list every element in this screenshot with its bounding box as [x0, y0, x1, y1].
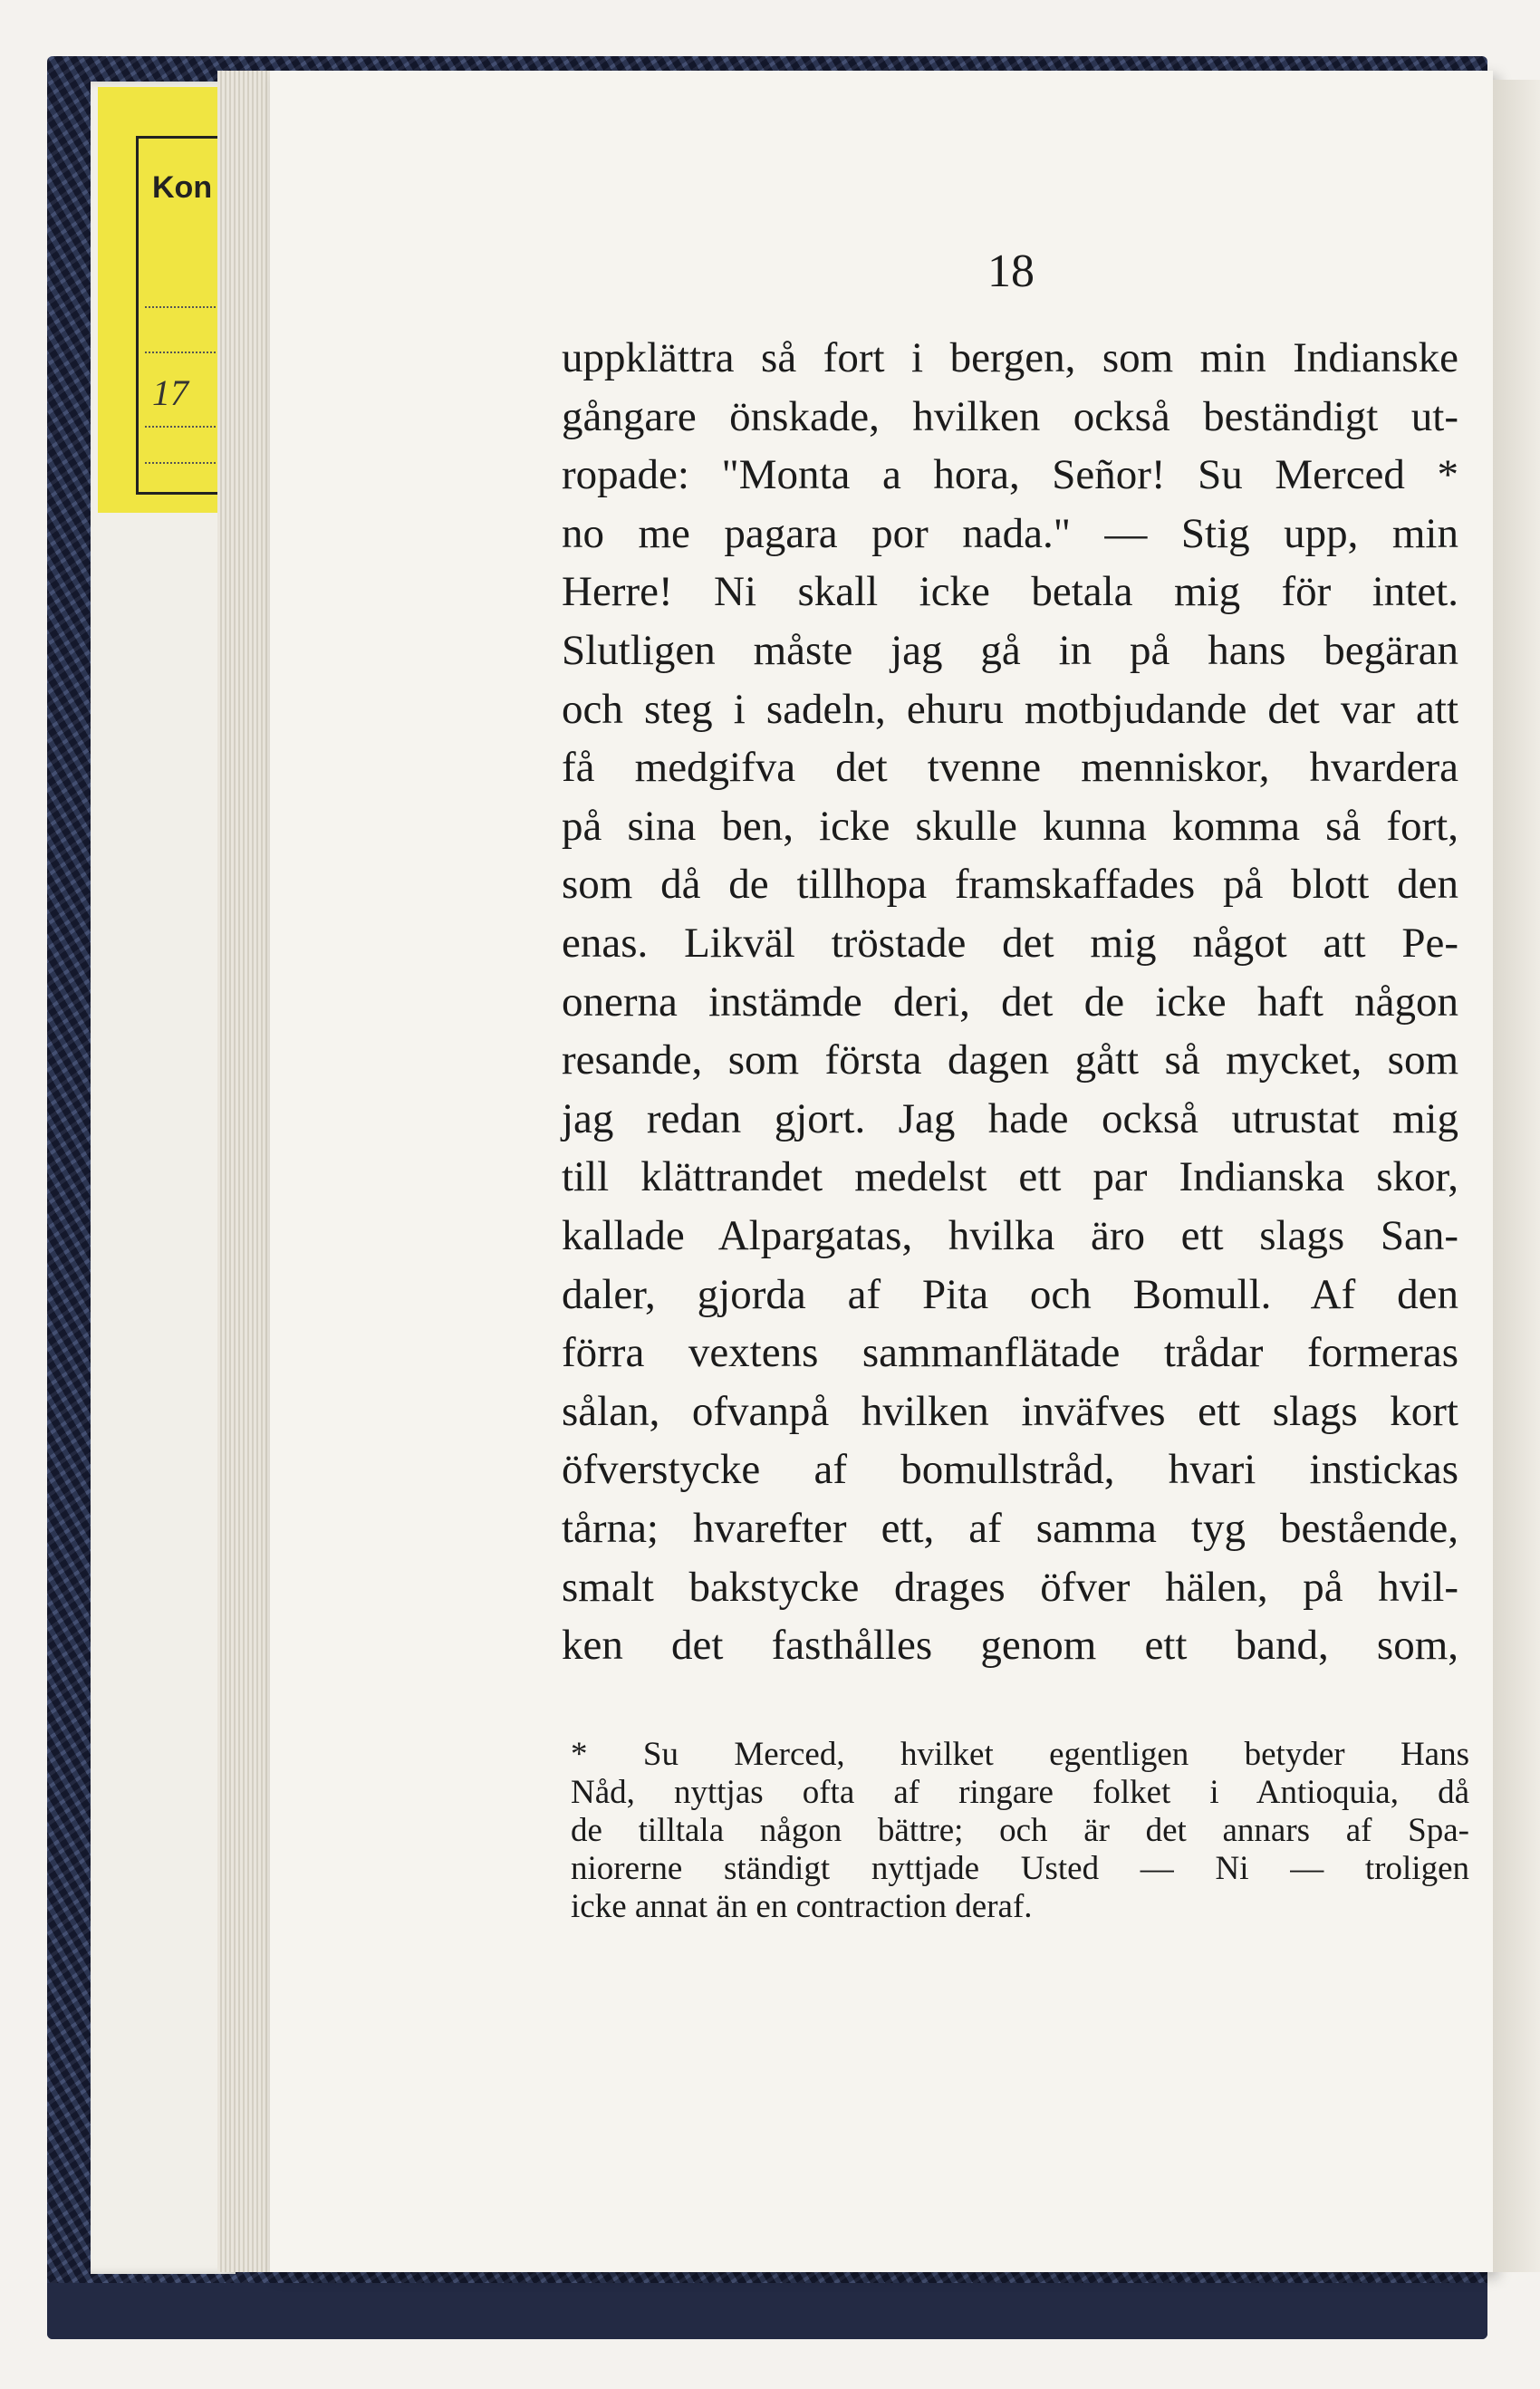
text-line: förra vextens sammanflätade trådar formeras	[562, 1329, 1458, 1377]
text-line: ken det fasthålles genom ett band, som,	[562, 1622, 1458, 1670]
text-line: resande, som första dagen gått så mycket, som	[562, 1036, 1458, 1084]
text-line: enas. Likväl tröstade det mig något att Pe-	[562, 920, 1458, 967]
footnote-line: Nåd, nyttjas ofta af ringare folket i Antioquia, då	[571, 1774, 1469, 1811]
text-line: som då de tillhopa framskaffades på blott den	[562, 861, 1458, 909]
book-cover-edge	[47, 2283, 1487, 2339]
text-line: och steg i sadeln, ehuru motbjudande det var att	[562, 685, 1458, 733]
page-block-edge	[217, 71, 272, 2272]
text-line: no me pagara por nada." — Stig upp, min	[562, 509, 1458, 557]
text-line: få medgifva det tvenne menniskor, hvardera	[562, 744, 1458, 792]
text-line: till klättrandet medelst ett par Indianska skor,	[562, 1153, 1458, 1201]
text-line: kallade Alpargatas, hvilka äro ett slags San-	[562, 1212, 1458, 1259]
text-line: onerna instämde deri, det de icke haft någon	[562, 978, 1458, 1026]
page-number: 18	[987, 246, 1035, 297]
text-line: ropade: "Monta a hora, Señor! Su Merced *	[562, 451, 1458, 499]
text-line: sålan, ofvanpå hvilken inväfves ett slags kort	[562, 1387, 1458, 1435]
text-line: jag redan gjort. Jag hade också utrustat mig	[562, 1094, 1458, 1142]
text-line: smalt bakstycke drages öfver hälen, på hvil-	[562, 1563, 1458, 1611]
text-line: uppklättra så fort i bergen, som min Indianske	[562, 334, 1458, 381]
label-title: Kon	[152, 170, 213, 205]
footnote-line: * Su Merced, hvilket egentligen betyder Hans	[571, 1736, 1469, 1773]
text-line: Herre! Ni skall icke betala mig för intet.	[562, 568, 1458, 616]
footnote-line: icke annat än en contraction deraf.	[571, 1888, 1033, 1925]
footnote-line: niorerne ständigt nyttjade Usted — Ni — troligen	[571, 1850, 1469, 1887]
text-line: öfverstycke af bomullstråd, hvari instickas	[562, 1446, 1458, 1494]
text-line: daler, gjorda af Pita och Bomull. Af den	[562, 1270, 1458, 1318]
text-line: tårna; hvarefter ett, af samma tyg bestående,	[562, 1505, 1458, 1552]
text-line: på sina ben, icke skulle kunna komma så fort,	[562, 802, 1458, 850]
label-number: 17	[152, 372, 188, 413]
next-page-edge	[1493, 80, 1540, 2272]
text-line: gångare önskade, hvilken också beständigt ut-	[562, 392, 1458, 440]
footnote-line: de tilltala någon bättre; och är det annars af Spa-	[571, 1812, 1469, 1849]
text-line: Slutligen måste jag gå in på hans begäran	[562, 627, 1458, 674]
